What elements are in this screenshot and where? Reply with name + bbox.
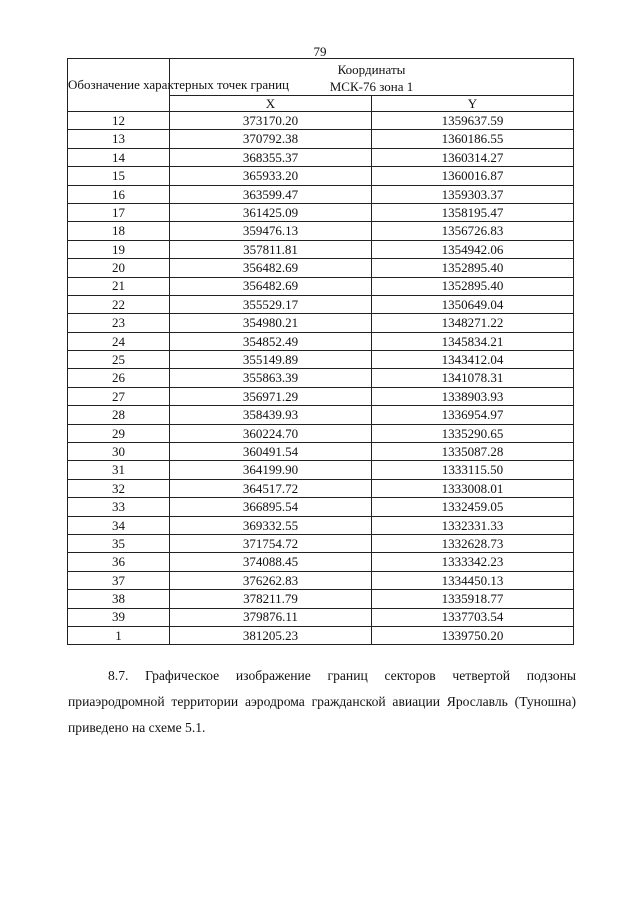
header-designation: Обозначение характерных точек границ (68, 59, 170, 112)
y-coordinate-cell: 1333115.50 (372, 461, 574, 479)
point-id-cell: 39 (68, 608, 170, 626)
table-row (68, 553, 574, 571)
header-coordinates-system: МСК-76 зона 1 (329, 79, 414, 94)
y-coordinate-cell: 1333008.01 (372, 479, 574, 497)
x-coordinate-cell: 371754.72 (170, 534, 372, 552)
table-row (68, 240, 574, 258)
x-coordinate-cell: 369332.55 (170, 516, 372, 534)
x-coordinate-cell: 355149.89 (170, 351, 372, 369)
table-row (68, 185, 574, 203)
y-coordinate-cell: 1359303.37 (372, 185, 574, 203)
x-coordinate-cell: 355863.39 (170, 369, 372, 387)
x-coordinate-cell: 354980.21 (170, 314, 372, 332)
x-coordinate-cell: 374088.45 (170, 553, 372, 571)
x-coordinate-cell: 361425.09 (170, 203, 372, 221)
y-coordinate-cell: 1360016.87 (372, 167, 574, 185)
point-id-cell: 20 (68, 259, 170, 277)
point-id-cell: 38 (68, 590, 170, 608)
point-id-cell: 12 (68, 112, 170, 130)
y-coordinate-cell: 1343412.04 (372, 351, 574, 369)
y-coordinate-cell: 1358195.47 (372, 203, 574, 221)
y-coordinate-cell: 1338903.93 (372, 387, 574, 405)
table-row (68, 424, 574, 442)
y-coordinate-cell: 1335290.65 (372, 424, 574, 442)
y-coordinate-cell: 1352895.40 (372, 259, 574, 277)
y-coordinate-cell: 1348271.22 (372, 314, 574, 332)
table-row (68, 387, 574, 405)
x-coordinate-cell: 356482.69 (170, 277, 372, 295)
x-coordinate-cell: 360224.70 (170, 424, 372, 442)
y-coordinate-cell: 1360186.55 (372, 130, 574, 148)
paragraph-text: 8.7. Графическое изображение границ секторов четвертой подзоны приаэродромной территории аэродрома гражданской авиации Ярославль (Туношна) приведено на схеме 5.1. (68, 668, 576, 735)
x-coordinate-cell: 373170.20 (170, 112, 372, 130)
table-body (68, 112, 574, 645)
point-id-cell: 25 (68, 351, 170, 369)
table-row (68, 479, 574, 497)
x-coordinate-cell: 381205.23 (170, 626, 372, 644)
point-id-cell: 28 (68, 406, 170, 424)
x-coordinate-cell: 358439.93 (170, 406, 372, 424)
table-row (68, 534, 574, 552)
x-coordinate-cell: 357811.81 (170, 240, 372, 258)
point-id-cell: 16 (68, 185, 170, 203)
header-coordinates-title: Координаты (337, 62, 406, 77)
y-coordinate-cell: 1341078.31 (372, 369, 574, 387)
coordinates-table (67, 58, 574, 645)
x-coordinate-cell: 364517.72 (170, 479, 372, 497)
point-id-cell: 17 (68, 203, 170, 221)
y-coordinate-cell: 1345834.21 (372, 332, 574, 350)
point-id-cell: 33 (68, 498, 170, 516)
table-row (68, 112, 574, 130)
page-number: 79 (313, 44, 327, 59)
point-id-cell: 21 (68, 277, 170, 295)
y-coordinate-cell: 1335087.28 (372, 443, 574, 461)
table-row (68, 443, 574, 461)
table-row (68, 148, 574, 166)
point-id-cell: 14 (68, 148, 170, 166)
y-coordinate-cell: 1356726.83 (372, 222, 574, 240)
y-coordinate-cell: 1337703.54 (372, 608, 574, 626)
x-coordinate-cell: 366895.54 (170, 498, 372, 516)
table-row (68, 590, 574, 608)
y-coordinate-cell: 1335918.77 (372, 590, 574, 608)
paragraph-8-7 (68, 663, 576, 741)
y-coordinate-cell: 1334450.13 (372, 571, 574, 589)
point-id-cell: 13 (68, 130, 170, 148)
x-coordinate-cell: 355529.17 (170, 295, 372, 313)
table-row (68, 626, 574, 644)
point-id-cell: 15 (68, 167, 170, 185)
x-coordinate-cell: 370792.38 (170, 130, 372, 148)
point-id-cell: 34 (68, 516, 170, 534)
y-coordinate-cell: 1332628.73 (372, 534, 574, 552)
point-id-cell: 23 (68, 314, 170, 332)
point-id-cell: 1 (68, 626, 170, 644)
point-id-cell: 26 (68, 369, 170, 387)
point-id-cell: 37 (68, 571, 170, 589)
x-coordinate-cell: 376262.83 (170, 571, 372, 589)
x-coordinate-cell: 356971.29 (170, 387, 372, 405)
x-coordinate-cell: 356482.69 (170, 259, 372, 277)
table-row (68, 498, 574, 516)
y-coordinate-cell: 1339750.20 (372, 626, 574, 644)
point-id-cell: 19 (68, 240, 170, 258)
x-coordinate-cell: 359476.13 (170, 222, 372, 240)
table-row (68, 222, 574, 240)
x-coordinate-cell: 379876.11 (170, 608, 372, 626)
table-row (68, 369, 574, 387)
table-row (68, 351, 574, 369)
point-id-cell: 24 (68, 332, 170, 350)
y-coordinate-cell: 1336954.97 (372, 406, 574, 424)
table-row (68, 203, 574, 221)
table-row (68, 461, 574, 479)
y-coordinate-cell: 1354942.06 (372, 240, 574, 258)
point-id-cell: 35 (68, 534, 170, 552)
point-id-cell: 27 (68, 387, 170, 405)
table-row (68, 314, 574, 332)
table-row (68, 167, 574, 185)
table-row (68, 277, 574, 295)
point-id-cell: 36 (68, 553, 170, 571)
table-row (68, 516, 574, 534)
x-coordinate-cell: 365933.20 (170, 167, 372, 185)
point-id-cell: 29 (68, 424, 170, 442)
table-row (68, 295, 574, 313)
point-id-cell: 32 (68, 479, 170, 497)
x-coordinate-cell: 360491.54 (170, 443, 372, 461)
point-id-cell: 31 (68, 461, 170, 479)
point-id-cell: 18 (68, 222, 170, 240)
table-row (68, 332, 574, 350)
y-coordinate-cell: 1360314.27 (372, 148, 574, 166)
x-coordinate-cell: 354852.49 (170, 332, 372, 350)
y-coordinate-cell: 1332459.05 (372, 498, 574, 516)
x-coordinate-cell: 368355.37 (170, 148, 372, 166)
header-x: X (170, 96, 372, 112)
point-id-cell: 30 (68, 443, 170, 461)
table-row (68, 130, 574, 148)
table-row (68, 259, 574, 277)
y-coordinate-cell: 1350649.04 (372, 295, 574, 313)
y-coordinate-cell: 1333342.23 (372, 553, 574, 571)
table-row (68, 571, 574, 589)
header-y: Y (372, 96, 574, 112)
x-coordinate-cell: 378211.79 (170, 590, 372, 608)
point-id-cell: 22 (68, 295, 170, 313)
y-coordinate-cell: 1352895.40 (372, 277, 574, 295)
x-coordinate-cell: 363599.47 (170, 185, 372, 203)
y-coordinate-cell: 1332331.33 (372, 516, 574, 534)
table-row (68, 406, 574, 424)
y-coordinate-cell: 1359637.59 (372, 112, 574, 130)
table-row (68, 608, 574, 626)
x-coordinate-cell: 364199.90 (170, 461, 372, 479)
